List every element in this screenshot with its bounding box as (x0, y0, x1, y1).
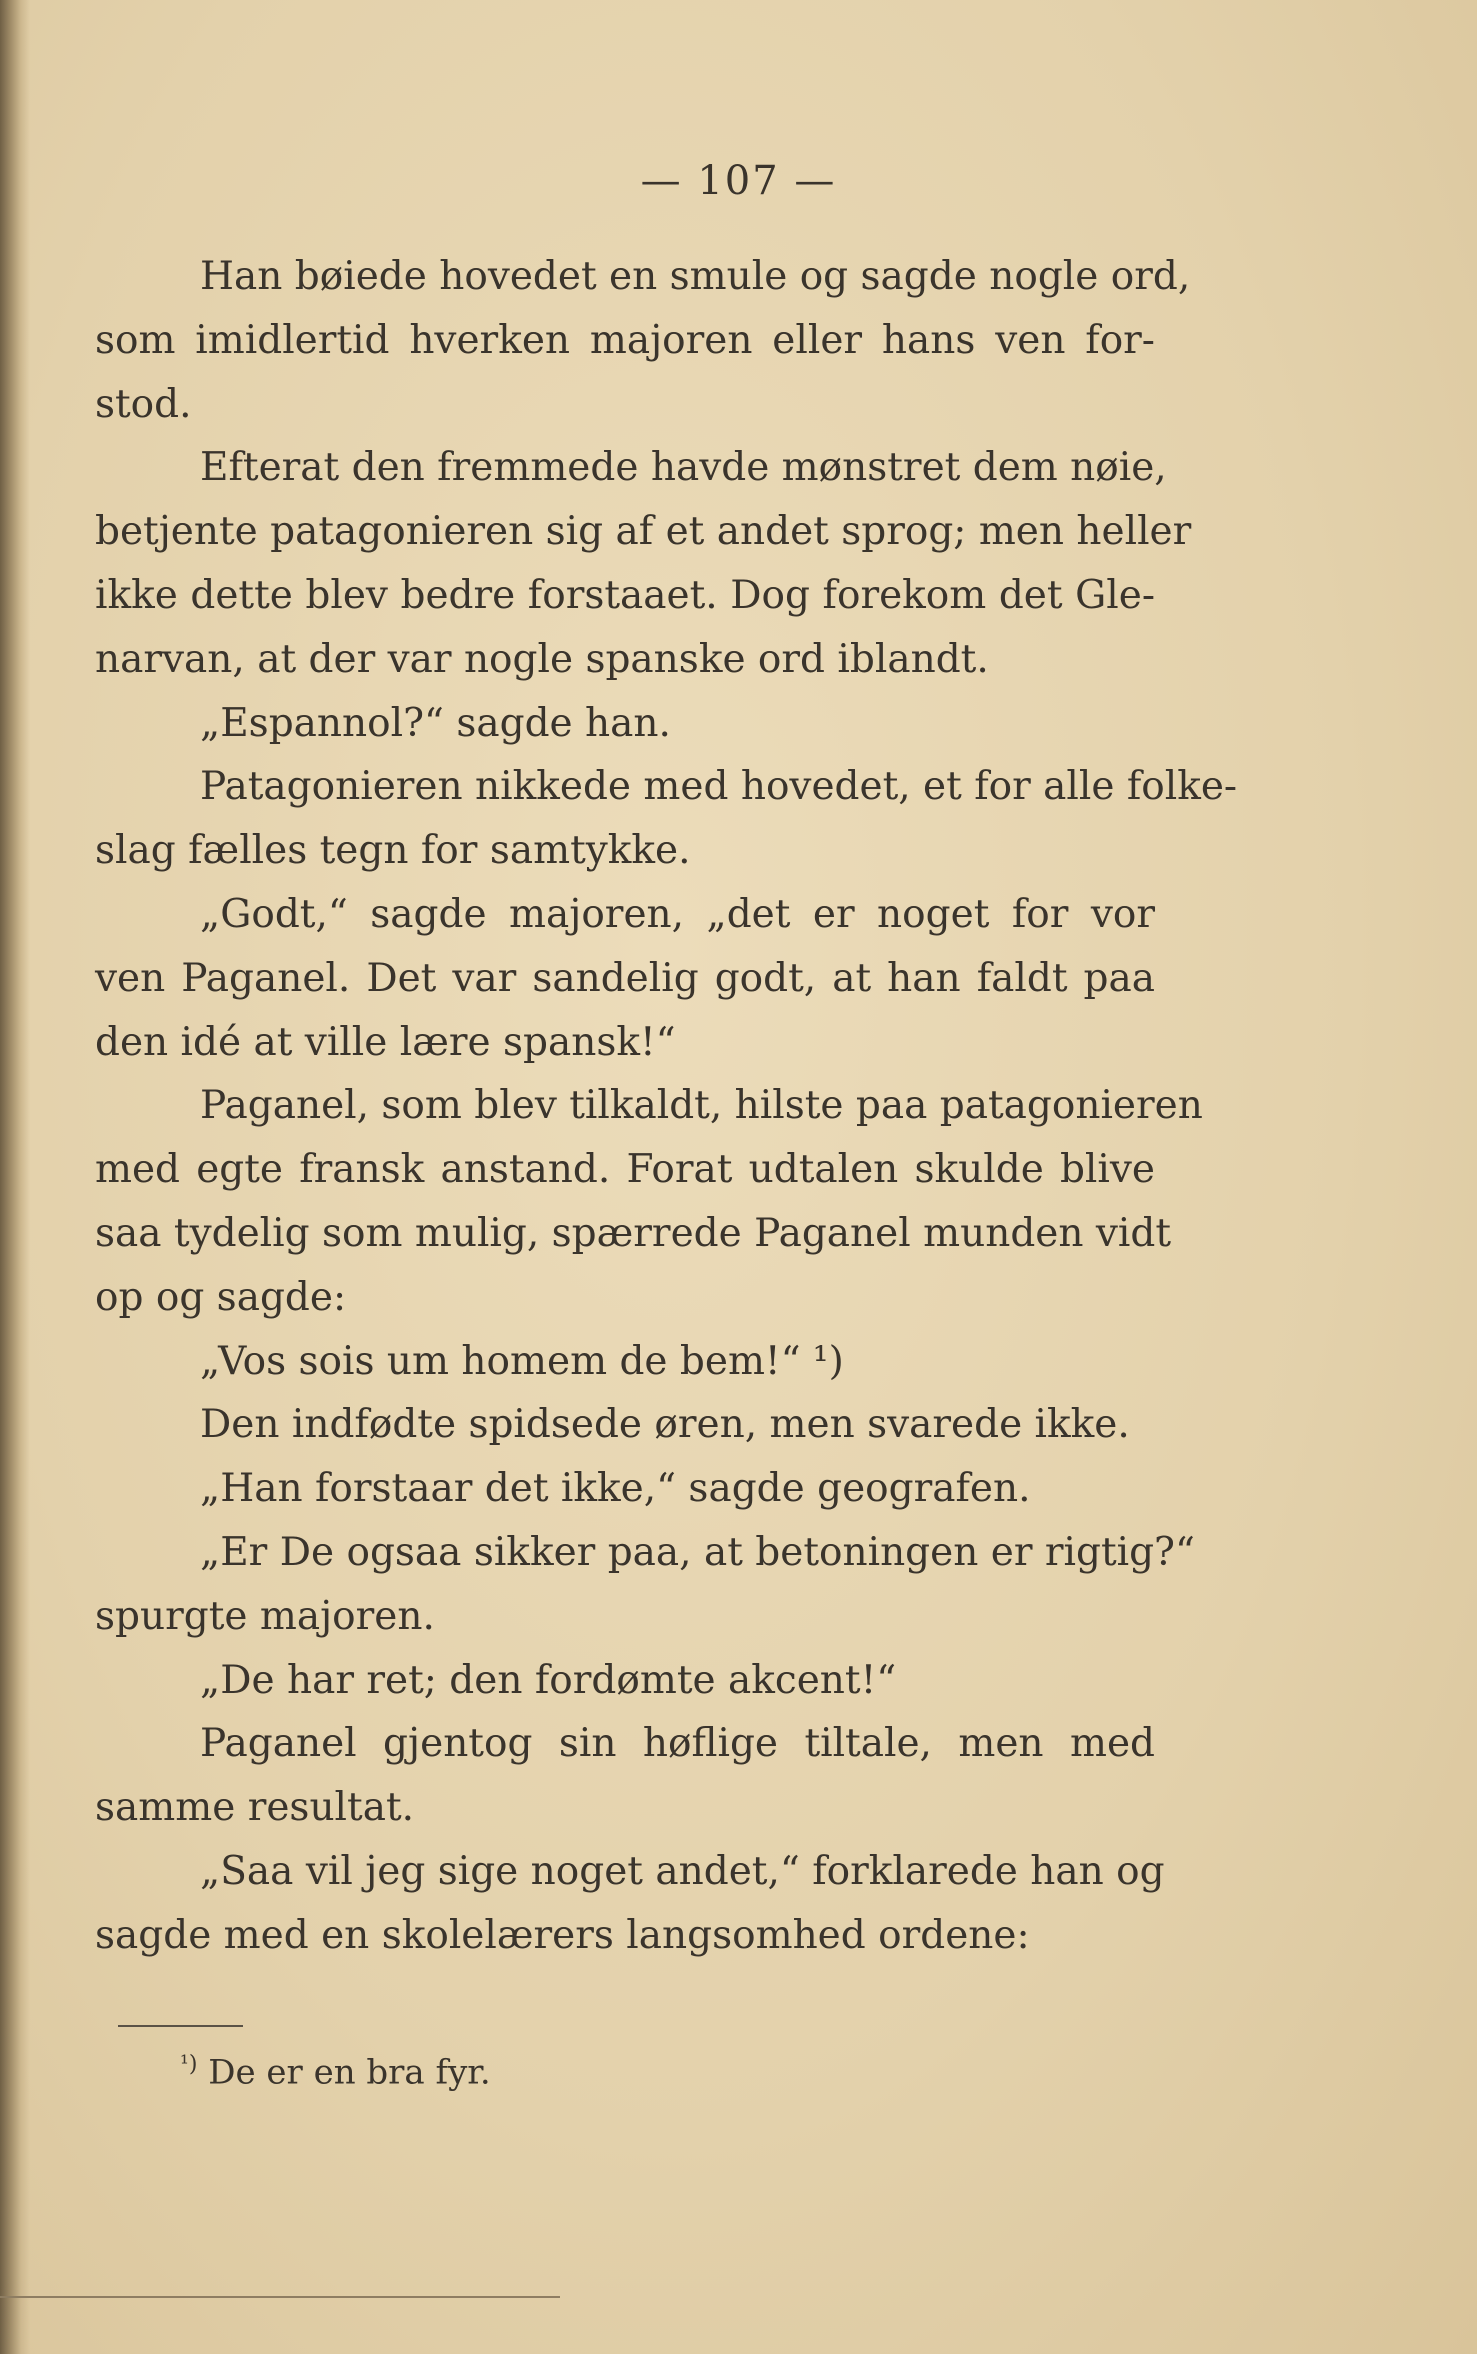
text-line: med egte fransk anstand. Forat udtalen skulde blive (95, 1147, 1155, 1193)
text-line: samme resultat. (95, 1785, 415, 1831)
text-line: slag fælles tegn for samtykke. (95, 828, 691, 874)
page-number: — 107 — (640, 158, 837, 204)
text-line: Den indfødte spidsede øren, men svarede ikke. (200, 1402, 1130, 1448)
footnote (180, 2040, 491, 2097)
text-line: spurgte majoren. (95, 1593, 435, 1639)
footnote-divider (118, 2025, 243, 2027)
text-line: Han bøiede hovedet en smule og sagde nogle ord, (200, 254, 1191, 299)
body-text (95, 245, 1238, 1968)
page-bottom-edge (0, 2296, 560, 2298)
text-line: Patagonieren nikkede med hovedet, et for alle folke- (200, 764, 1238, 810)
text-line: stod. (95, 381, 192, 427)
text-line: „Godt,“ sagde majoren, „det er noget for vor (200, 891, 1155, 937)
text-line: den idé at ville lære spansk!“ (95, 1019, 676, 1065)
text-line: sagde med en skolelærers langsomhed ordene: (95, 1912, 1030, 1958)
footnote-marker: ¹) (180, 2052, 198, 2077)
text-line: ikke dette blev bedre forstaaet. Dog forekom det Gle- (95, 572, 1155, 618)
text-line: „Vos sois um homem de bem!“ ¹) (200, 1338, 844, 1384)
text-line: „Han forstaar det ikke,“ sagde geografen. (200, 1466, 1031, 1512)
text-line: „Espannol?“ sagde han. (200, 700, 671, 746)
text-line: Paganel gjentog sin høflige tiltale, men med (200, 1721, 1155, 1767)
text-line: „Saa vil jeg sige noget andet,“ forklarede han og (200, 1848, 1165, 1894)
text-line: „De har ret; den fordømte akcent!“ (200, 1657, 897, 1703)
footnote-text: De er en bra fyr. (208, 2052, 491, 2093)
text-line: Paganel, som blev tilkaldt, hilste paa patagonieren (200, 1083, 1203, 1129)
text-line: narvan, at der var nogle spanske ord iblandt. (95, 636, 989, 682)
text-line: „Er De ogsaa sikker paa, at betoningen er rigtig?“ (200, 1529, 1195, 1575)
text-line: som imidlertid hverken majoren eller hans ven for- (95, 317, 1155, 363)
text-line: saa tydelig som mulig, spærrede Paganel munden vidt (95, 1210, 1172, 1256)
text-line: Efterat den fremmede havde mønstret dem nøie, (200, 445, 1167, 491)
text-line: ven Paganel. Det var sandelig godt, at han faldt paa (95, 955, 1155, 1001)
book-spine-shadow (0, 0, 30, 2354)
text-line: betjente patagonieren sig af et andet sprog; men heller (95, 509, 1192, 555)
text-line: op og sagde: (95, 1274, 347, 1320)
